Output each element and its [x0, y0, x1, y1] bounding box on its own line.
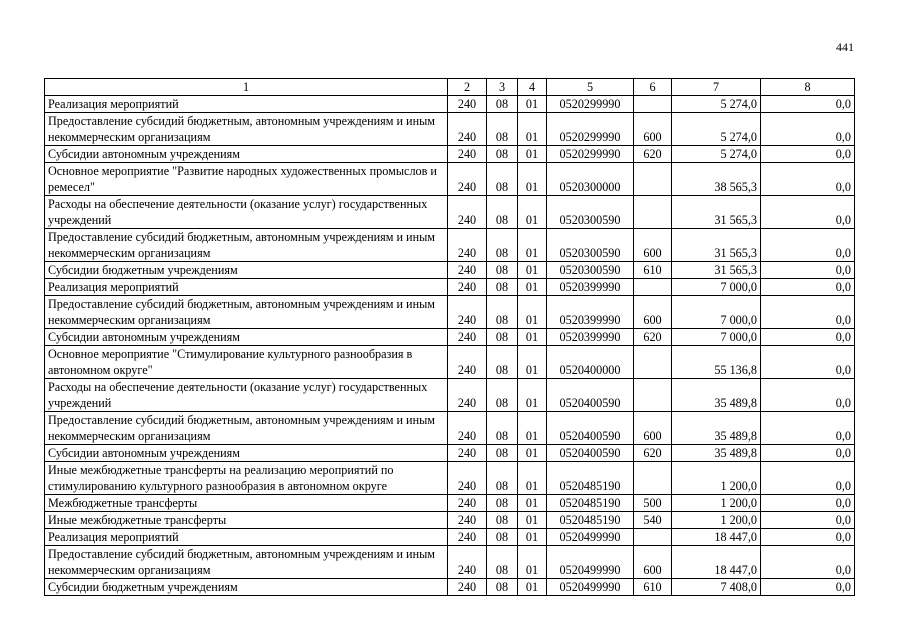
cell-col2: 240	[448, 379, 487, 412]
cell-col2: 240	[448, 529, 487, 546]
row-name: Межбюджетные трансферты	[45, 495, 448, 512]
cell-col7: 7 000,0	[672, 279, 761, 296]
cell-col6: 610	[634, 579, 672, 596]
cell-col5: 0520299990	[547, 113, 634, 146]
cell-col4: 01	[518, 412, 547, 445]
table-row	[45, 462, 855, 495]
row-name: Реализация мероприятий	[45, 96, 448, 113]
cell-col3: 08	[487, 529, 518, 546]
cell-col6: 540	[634, 512, 672, 529]
cell-col8: 0,0	[761, 329, 855, 346]
cell-col8: 0,0	[761, 346, 855, 379]
cell-col8: 0,0	[761, 296, 855, 329]
cell-col5: 0520400590	[547, 445, 634, 462]
cell-col7: 35 489,8	[672, 445, 761, 462]
cell-col7: 1 200,0	[672, 462, 761, 495]
cell-col8: 0,0	[761, 546, 855, 579]
cell-col5: 0520399990	[547, 279, 634, 296]
cell-col5: 0520400000	[547, 346, 634, 379]
table-row	[45, 279, 855, 296]
cell-col5: 0520299990	[547, 96, 634, 113]
cell-col4: 01	[518, 163, 547, 196]
cell-col6	[634, 462, 672, 495]
cell-col8: 0,0	[761, 196, 855, 229]
cell-col5: 0520300590	[547, 262, 634, 279]
cell-col3: 08	[487, 412, 518, 445]
cell-col4: 01	[518, 379, 547, 412]
row-name: Субсидии автономным учреждениям	[45, 445, 448, 462]
cell-col7: 7 000,0	[672, 296, 761, 329]
cell-col7: 7 000,0	[672, 329, 761, 346]
cell-col6: 600	[634, 229, 672, 262]
cell-col6: 620	[634, 445, 672, 462]
cell-col6: 600	[634, 412, 672, 445]
cell-col2: 240	[448, 512, 487, 529]
cell-col3: 08	[487, 96, 518, 113]
row-name: Предоставление субсидий бюджетным, автономным учреждениям и иным некоммерческим организациям	[45, 229, 448, 262]
cell-col8: 0,0	[761, 412, 855, 445]
cell-col6	[634, 379, 672, 412]
cell-col8: 0,0	[761, 445, 855, 462]
budget-table	[44, 78, 855, 596]
table-row	[45, 412, 855, 445]
cell-col5: 0520399990	[547, 329, 634, 346]
cell-col3: 08	[487, 512, 518, 529]
cell-col3: 08	[487, 546, 518, 579]
cell-col2: 240	[448, 279, 487, 296]
cell-col4: 01	[518, 229, 547, 262]
cell-col3: 08	[487, 262, 518, 279]
cell-col6	[634, 346, 672, 379]
cell-col8: 0,0	[761, 379, 855, 412]
cell-col5: 0520499990	[547, 546, 634, 579]
cell-col4: 01	[518, 512, 547, 529]
cell-col4: 01	[518, 579, 547, 596]
cell-col3: 08	[487, 462, 518, 495]
cell-col7: 31 565,3	[672, 229, 761, 262]
cell-col7: 31 565,3	[672, 262, 761, 279]
table-row	[45, 262, 855, 279]
cell-col8: 0,0	[761, 529, 855, 546]
table-row	[45, 113, 855, 146]
row-name: Основное мероприятие "Развитие народных художественных промыслов и ремесел"	[45, 163, 448, 196]
cell-col7: 35 489,8	[672, 379, 761, 412]
row-name: Иные межбюджетные трансферты на реализацию мероприятий по стимулированию культурного разнообразия в автономном округе	[45, 462, 448, 495]
row-name: Предоставление субсидий бюджетным, автономным учреждениям и иным некоммерческим организациям	[45, 113, 448, 146]
cell-col6: 620	[634, 329, 672, 346]
cell-col2: 240	[448, 196, 487, 229]
cell-col6	[634, 163, 672, 196]
cell-col5: 0520300590	[547, 229, 634, 262]
cell-col4: 01	[518, 262, 547, 279]
cell-col4: 01	[518, 495, 547, 512]
cell-col6: 500	[634, 495, 672, 512]
row-name: Предоставление субсидий бюджетным, автономным учреждениям и иным некоммерческим организациям	[45, 296, 448, 329]
row-name: Предоставление субсидий бюджетным, автономным учреждениям и иным некоммерческим организациям	[45, 412, 448, 445]
cell-col2: 240	[448, 412, 487, 445]
cell-col3: 08	[487, 229, 518, 262]
table-row	[45, 163, 855, 196]
cell-col7: 55 136,8	[672, 346, 761, 379]
row-name: Предоставление субсидий бюджетным, автономным учреждениям и иным некоммерческим организациям	[45, 546, 448, 579]
cell-col3: 08	[487, 579, 518, 596]
row-name: Расходы на обеспечение деятельности (оказание услуг) государственных учреждений	[45, 379, 448, 412]
cell-col2: 240	[448, 495, 487, 512]
row-name: Расходы на обеспечение деятельности (оказание услуг) государственных учреждений	[45, 196, 448, 229]
cell-col4: 01	[518, 546, 547, 579]
cell-col8: 0,0	[761, 113, 855, 146]
column-header: 7	[672, 79, 761, 96]
cell-col5: 0520399990	[547, 296, 634, 329]
cell-col7: 5 274,0	[672, 146, 761, 163]
table-row	[45, 495, 855, 512]
cell-col6	[634, 96, 672, 113]
header-row	[45, 79, 855, 96]
column-header: 6	[634, 79, 672, 96]
cell-col5: 0520499990	[547, 579, 634, 596]
table-row	[45, 196, 855, 229]
cell-col2: 240	[448, 329, 487, 346]
cell-col6: 600	[634, 113, 672, 146]
cell-col8: 0,0	[761, 229, 855, 262]
cell-col3: 08	[487, 495, 518, 512]
cell-col4: 01	[518, 329, 547, 346]
cell-col4: 01	[518, 296, 547, 329]
cell-col2: 240	[448, 546, 487, 579]
table-row	[45, 546, 855, 579]
cell-col4: 01	[518, 462, 547, 495]
cell-col4: 01	[518, 346, 547, 379]
cell-col2: 240	[448, 229, 487, 262]
column-header: 4	[518, 79, 547, 96]
cell-col5: 0520485190	[547, 495, 634, 512]
cell-col7: 1 200,0	[672, 495, 761, 512]
cell-col2: 240	[448, 462, 487, 495]
cell-col7: 18 447,0	[672, 546, 761, 579]
table-row	[45, 346, 855, 379]
table-row	[45, 445, 855, 462]
cell-col2: 240	[448, 445, 487, 462]
row-name: Реализация мероприятий	[45, 529, 448, 546]
column-header: 5	[547, 79, 634, 96]
table-row	[45, 579, 855, 596]
cell-col2: 240	[448, 96, 487, 113]
cell-col4: 01	[518, 529, 547, 546]
table-row	[45, 329, 855, 346]
cell-col2: 240	[448, 113, 487, 146]
cell-col5: 0520485190	[547, 512, 634, 529]
cell-col3: 08	[487, 279, 518, 296]
cell-col6: 600	[634, 296, 672, 329]
cell-col7: 7 408,0	[672, 579, 761, 596]
column-header: 1	[45, 79, 448, 96]
row-name: Субсидии автономным учреждениям	[45, 329, 448, 346]
cell-col5: 0520499990	[547, 529, 634, 546]
cell-col8: 0,0	[761, 462, 855, 495]
table-row	[45, 379, 855, 412]
cell-col3: 08	[487, 445, 518, 462]
cell-col7: 1 200,0	[672, 512, 761, 529]
cell-col8: 0,0	[761, 279, 855, 296]
table-row	[45, 296, 855, 329]
cell-col7: 5 274,0	[672, 113, 761, 146]
row-name: Реализация мероприятий	[45, 279, 448, 296]
cell-col3: 08	[487, 346, 518, 379]
cell-col5: 0520400590	[547, 412, 634, 445]
cell-col8: 0,0	[761, 96, 855, 113]
row-name: Иные межбюджетные трансферты	[45, 512, 448, 529]
cell-col3: 08	[487, 296, 518, 329]
row-name: Основное мероприятие "Стимулирование культурного разнообразия в автономном округе"	[45, 346, 448, 379]
cell-col2: 240	[448, 296, 487, 329]
cell-col6: 620	[634, 146, 672, 163]
cell-col7: 35 489,8	[672, 412, 761, 445]
table-row	[45, 96, 855, 113]
cell-col7: 38 565,3	[672, 163, 761, 196]
cell-col2: 240	[448, 146, 487, 163]
cell-col8: 0,0	[761, 512, 855, 529]
cell-col3: 08	[487, 113, 518, 146]
cell-col8: 0,0	[761, 262, 855, 279]
cell-col3: 08	[487, 196, 518, 229]
cell-col4: 01	[518, 279, 547, 296]
cell-col6: 610	[634, 262, 672, 279]
cell-col2: 240	[448, 346, 487, 379]
cell-col2: 240	[448, 262, 487, 279]
cell-col7: 5 274,0	[672, 96, 761, 113]
cell-col6	[634, 529, 672, 546]
cell-col4: 01	[518, 196, 547, 229]
row-name: Субсидии автономным учреждениям	[45, 146, 448, 163]
cell-col5: 0520400590	[547, 379, 634, 412]
cell-col2: 240	[448, 579, 487, 596]
cell-col6: 600	[634, 546, 672, 579]
cell-col2: 240	[448, 163, 487, 196]
cell-col3: 08	[487, 379, 518, 412]
cell-col3: 08	[487, 163, 518, 196]
cell-col4: 01	[518, 113, 547, 146]
cell-col8: 0,0	[761, 579, 855, 596]
cell-col4: 01	[518, 96, 547, 113]
row-name: Субсидии бюджетным учреждениям	[45, 579, 448, 596]
table-row	[45, 229, 855, 262]
row-name: Субсидии бюджетным учреждениям	[45, 262, 448, 279]
cell-col4: 01	[518, 146, 547, 163]
cell-col4: 01	[518, 445, 547, 462]
cell-col8: 0,0	[761, 146, 855, 163]
cell-col7: 31 565,3	[672, 196, 761, 229]
cell-col5: 0520300000	[547, 163, 634, 196]
cell-col7: 18 447,0	[672, 529, 761, 546]
table-row	[45, 146, 855, 163]
cell-col5: 0520299990	[547, 146, 634, 163]
cell-col5: 0520300590	[547, 196, 634, 229]
cell-col6	[634, 196, 672, 229]
table-row	[45, 529, 855, 546]
table-row	[45, 512, 855, 529]
cell-col6	[634, 279, 672, 296]
page-number: 441	[836, 40, 854, 54]
cell-col8: 0,0	[761, 163, 855, 196]
cell-col5: 0520485190	[547, 462, 634, 495]
column-header: 8	[761, 79, 855, 96]
cell-col3: 08	[487, 146, 518, 163]
column-header: 3	[487, 79, 518, 96]
cell-col3: 08	[487, 329, 518, 346]
cell-col8: 0,0	[761, 495, 855, 512]
column-header: 2	[448, 79, 487, 96]
